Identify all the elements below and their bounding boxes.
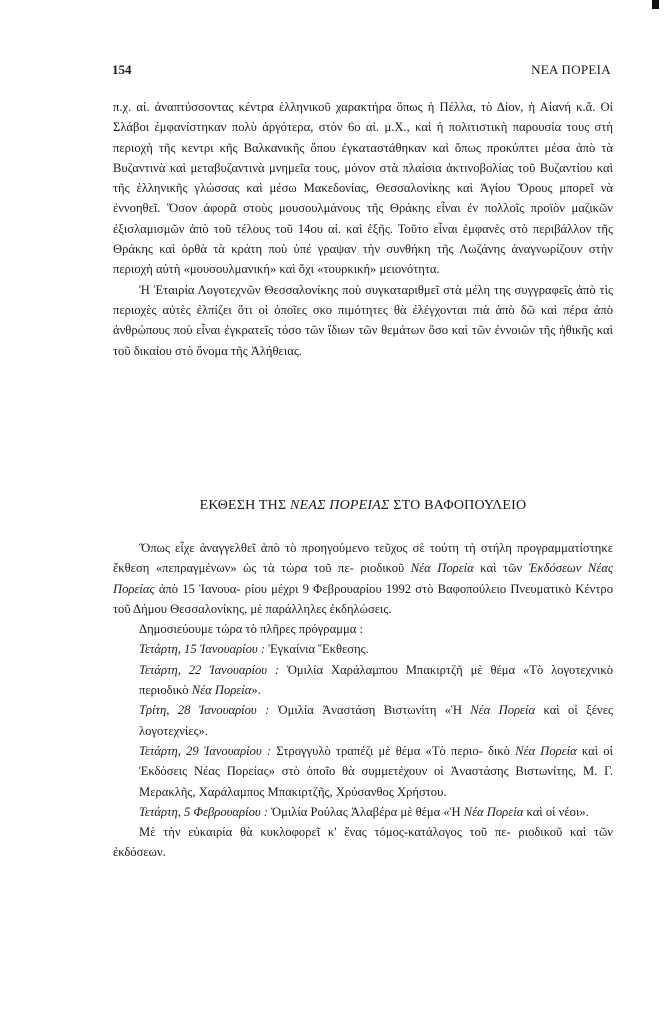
program-intro: Δημοσιεύουμε τώρα τὸ πλῆρες πρόγραμμα : xyxy=(139,622,363,637)
text-line: π.χ. αἰ. ἀναπτύσσοντας κέντρα ἑλληνικοῦ χαρακτήρα ὅπως ἡ Πέλλα, xyxy=(113,100,481,114)
program-item: Τετάρτη, 15 Ἰανουαρίου : Ἐγκαίνια Ἔκθεσης. xyxy=(139,642,369,657)
program-date: Τετάρτη, 22 Ἰανουαρίου : xyxy=(139,662,280,677)
text-line: γραψαν τὴν συνθήκη τῆς Λωζάνης ἀναγνωρίζουν στὴν περιοχὴ αὐτὴ xyxy=(113,242,614,277)
text-line: μαζικῶν ἐξισλαμισμῶν ἀπὸ τοῦ τέλους τοῦ 14ου αἰ. καὶ ἑξῆς. Τοῦτο xyxy=(113,201,613,236)
text-line: τὰ Βυζαντινὰ καὶ μεταβυζαντινὰ μνημεῖα τους, μόνον στὰ πλαίσια xyxy=(113,140,613,175)
page-number: 154 xyxy=(112,62,132,77)
text-line: «μουσουλμανική» καὶ ὄχι «τουρκική» μειονότητα. xyxy=(183,262,440,277)
text-line: κῆς Βαλκανικῆς ὅπου ἐγκαταστάθηκαν καὶ ὅπως προκύπτει μέσα ἀπὸ xyxy=(219,140,602,155)
program-item: Τετάρτη, 5 Φεβρουαρίου : Ὁμιλία Ρούλας Ἀλαβέρα μὲ θέμα «Ἡ Νέα Πορεία καὶ οἱ νέοι». xyxy=(139,804,589,819)
section-heading: ΕΚΘΕΣΗ ΤΗΣ ΝΕΑΣ ΠΟΡΕΙΑΣ ΣΤΟ ΒΑΦΟΠΟΥΛΕΙΟ xyxy=(199,498,527,513)
paragraph-closing: Μὲ τὴν εὐκαιρία θὰ κυκλοφορεῖ κ' ἕνας τόμος-κατάλογος τοῦ πε- ριοδικοῦ καὶ τῶν ἐκδόσεων. xyxy=(113,825,613,860)
paragraph-history xyxy=(113,97,613,280)
journal-name: Νέα Πορεία xyxy=(410,561,474,576)
text-line: Ὅσον ἀφορᾶ στοὺς μουσουλμάνους τῆς Θράκης εἶναι ἐν πολλοῖς προϊὸν xyxy=(166,201,572,216)
scan-corner-mark xyxy=(652,0,659,9)
text-line: Ἡ Ἑταιρία Λογοτεχνῶν Θεσσαλονίκης ποὺ συγκαταριθμεῖ στὰ xyxy=(139,282,466,297)
program-date: Τετάρτη, 15 Ἰανουαρίου : xyxy=(139,642,266,657)
program-date: Τρίτη, 28 Ἰανουαρίου : xyxy=(139,703,270,718)
text-line: εἶναι ἐγκρατεῖς τόσο τῶν ἴδιων τῶν θεμάτων ὅσο καὶ τῶν ἐννοιῶν τῆς xyxy=(196,323,560,338)
program-item: Τρίτη, 28 Ἰανουαρίου : Ὁμιλία Ἀναστάση Βιστωνίτη «Ἡ Νέα Πορεία καὶ οἱ ξένες λογοτεχνίες». xyxy=(139,703,613,738)
program-date: Τετάρτη, 5 Φεβρουαρίου : xyxy=(139,804,268,819)
journal-title: ΝΕΑ ΠΟΡΕΙΑ xyxy=(531,62,611,77)
text-line: 6ο αἰ. μ.Χ., καὶ ἡ πολιτιστικὴ παρουσία τους στὴ περιοχὴ τῆς κεντρι xyxy=(113,120,613,155)
article-continuation xyxy=(113,97,613,361)
running-header xyxy=(112,62,611,82)
program-date: Τετάρτη, 29 Ἰανουαρίου : xyxy=(139,743,272,758)
text-line: μέλη της συγγραφεῖς ἀπὸ τὶς περιοχὲς αὐτὲς ἐλπίζει ὅτι οἱ ὁποῖες σκο xyxy=(113,282,613,317)
editions-name: Ἐκδόσεων Νέας Πορείας xyxy=(113,561,614,596)
program-item: Τετάρτη, 29 Ἰανουαρίου : Στρογγυλὸ τραπέζι μὲ θέμα «Τὸ περιο- δικὸ Νέα Πορεία καὶ οἱ Ἐκδόσεις Νέας Πορείας» στὸ ὁποῖο θὰ συμμετέχουν οἱ Ἀναστάσης Βιστωνίτης, Μ. Γ. Μερακλῆς, Χαράλαμπος Μπακιρτζῆς, Χρύσανθος Χρήστου. xyxy=(139,743,613,799)
paragraph-society xyxy=(113,280,613,361)
text-line: ἀκτινοβολίας τοῦ Βυζαντίου καὶ τῆς ἑλληνικῆς γλώσσας καὶ μέσω xyxy=(113,160,613,196)
text-line: Μακεδονίας, Θεσσαλονίκης καὶ Ἁγίου Ὄρους μπορεῖ νὰ ἐννοηθεῖ. xyxy=(113,181,613,216)
exhibition-announcement xyxy=(113,538,613,863)
text-line: ἠθικῆς καὶ τοῦ δικαίου στὸ ὄνομα τῆς Ἀλήθειας. xyxy=(113,323,614,358)
text-line: πιμότητες θὰ ἐλέγχονται πιὰ ἀπὸ δῶ καὶ πέρα ἀπὸ ἀνθρώπους ποὺ xyxy=(113,302,614,338)
program-item: Τετάρτη, 22 Ἰανουαρίου : Ὁμιλία Χαράλαμπου Μπακιρτζῆ μὲ θέμα «Τὸ λογοτεχνικὸ περιοδικὸ Νέα Πορεία». xyxy=(139,662,613,698)
text-line: τὸ Δίον, ἡ Αἰανή κ.ἄ. Οἱ Σλάβοι ἐμφανίστηκαν πολὺ ἀργότερα, στὸν xyxy=(113,100,613,135)
paragraph-intro: Ὅπως εἶχε ἀναγγελθεῖ ἀπὸ τὸ προηγούμενο τεῦχος σὲ τούτη τὴ στήλη προγραμματίστηκε ἔκθεση «πεπραγμένων» ὡς τὰ τώρα τοῦ πε- ριοδικοῦ Νέα Πορεία καὶ τῶν Ἐκδόσεων Νέας Πορείας ἀπὸ 15 Ἰανουα- ρίου μέχρι 9 Φεβρουαρίου 1992 στὸ Βαφοπούλειο Πνευματικὸ Κέντρο τοῦ Δήμου Θεσσαλονίκης, μὲ παράλληλες ἐκδηλώσεις. xyxy=(113,541,614,616)
text-line: εἶναι ἐμφανὲς στὸ περιβάλλον τῆς Θράκης καὶ ὀρθὰ τὰ κράτη ποὺ ὑπέ xyxy=(113,221,613,257)
heading-journal-name: ΝΕΑΣ ΠΟΡΕΙΑΣ xyxy=(290,498,390,513)
